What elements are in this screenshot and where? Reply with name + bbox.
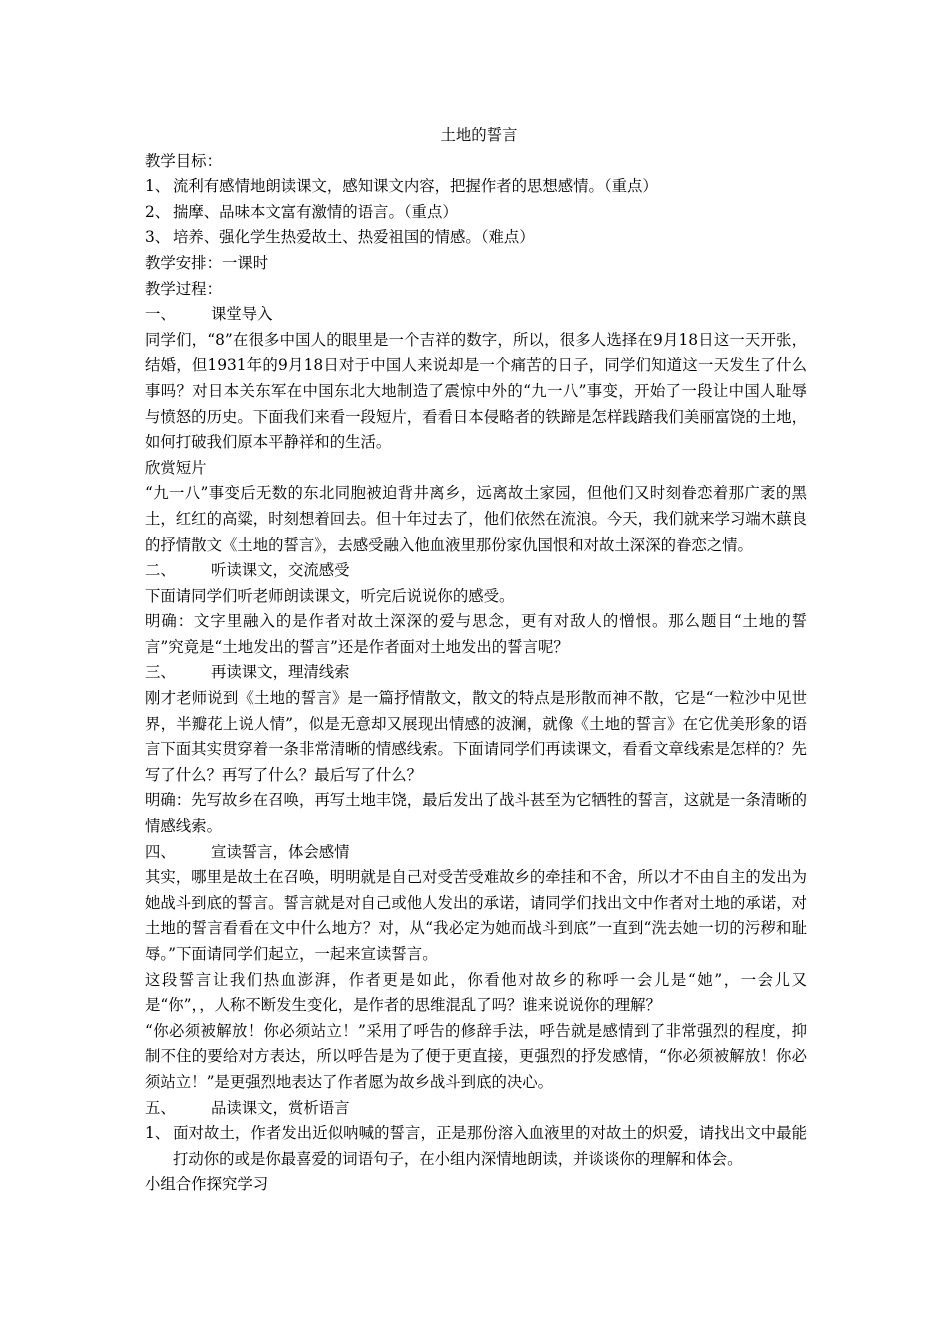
section-title: 宣读誓言，体会感情 (211, 842, 350, 861)
section-title: 课堂导入 (211, 305, 273, 324)
goal-item (145, 200, 807, 226)
paragraph: “九一八”事变后无数的东北同胞被迫背井离乡，远离故土家园，但他们又时刻眷恋着那广袤的黑土，红红的高粱，时刻想着回去。但十年过去了，他们依然在流浪。今天，我们就来学习端木蕻良的抒情散文《土地的誓言》，去感受融入他血液里那份家仇国恨和对故土深深的眷恋之情。 (145, 484, 807, 554)
section-number: 二、 (145, 561, 176, 580)
section-title: 品读课文，赏析语言 (211, 1098, 350, 1117)
goal-number: 1、 (145, 177, 171, 196)
goal-item (145, 174, 807, 200)
paragraph: 刚才老师说到《土地的誓言》是一篇抒情散文，散文的特点是形散而神不散，它是“一粒沙中见世界，半瓣花上说人情”，似是无意却又展现出情感的波澜，就像《土地的誓言》在它优美形象的语言下面其实贯穿着一条非常清晰的情感线索。下面请同学们再读课文，看看文章线索是怎样的？先写了什么？再写了什么？最后写了什么？ (145, 689, 807, 784)
section-number: 三、 (145, 663, 176, 682)
goal-number: 3、 (145, 228, 171, 247)
arrangement-line: 教学安排：一课时 (145, 253, 269, 272)
goal-text: 揣摩、品味本文富有激情的语言。（重点） (173, 202, 458, 221)
section-heading (145, 840, 807, 866)
paragraph: 这段誓言让我们热血澎湃，作者更是如此，你看他对故乡的称呼一会儿是“她”，一会儿又是“你”，，人称不断发生变化，是作者的思维混乱了吗？谁来说说你的理解？ (145, 970, 807, 1015)
document-page (145, 123, 807, 1198)
item-number: 1、 (145, 1124, 171, 1143)
paragraph: 欣赏短片 (145, 458, 207, 477)
goals-heading: 教学目标： (145, 151, 222, 170)
section-heading (145, 1096, 807, 1122)
goal-number: 2、 (145, 202, 171, 221)
goal-text: 流利有感情地朗读课文，感知课文内容，把握作者的思想感情。（重点） (173, 177, 658, 196)
paragraph: 下面请同学们听老师朗读课文，听完后说说你的感受。 (145, 586, 515, 605)
numbered-item (145, 1121, 807, 1172)
goal-text: 培养、强化学生热爱故土、热爱祖国的情感。（难点） (173, 228, 535, 247)
section-title: 听读课文，交流感受 (211, 561, 350, 580)
section-heading (145, 558, 807, 584)
item-text: 面对故土，作者发出近似呐喊的誓言，正是那份溶入血液里的对故土的炽爱，请找出文中最能打动你的或是你最喜爱的词语句子，在小组内深情地朗读，并谈谈你的理解和体会。 (173, 1124, 807, 1168)
process-heading: 教学过程： (145, 279, 222, 298)
section-number: 五、 (145, 1098, 176, 1117)
paragraph: 明确：先写故乡在召唤，再写土地丰饶，最后发出了战斗甚至为它牺牲的誓言，这就是一条清晰的情感线索。 (145, 791, 807, 836)
paragraph: 明确：文字里融入的是作者对故土深深的爱与思念，更有对敌人的憎恨。那么题目“土地的誓言”究竟是“土地发出的誓言”还是作者面对土地发出的誓言呢？ (145, 612, 807, 656)
paragraph: 其实，哪里是故土在召唤，明明就是自己对受苦受难故乡的牵挂和不舍，所以才不由自主的发出为她战斗到底的誓言。誓言就是对自己或他人发出的承诺，请同学们找出文中作者对土地的承诺，对土地的誓言看看在文中什么地方？对，从“我必定为她而战斗到底”一直到“洗去她一切的污秽和耻辱。”下面请同学们起立，一起来宣读誓言。 (145, 868, 807, 963)
section-number: 一、 (145, 305, 176, 324)
section-number: 四、 (145, 842, 176, 861)
section-heading (145, 302, 807, 328)
document-title: 土地的誓言 (440, 126, 518, 144)
paragraph: 小组合作探究学习 (145, 1175, 269, 1194)
goal-item (145, 225, 807, 251)
section-title: 再读课文，理清线索 (211, 663, 350, 682)
section-heading (145, 660, 807, 686)
paragraph: 同学们，“8”在很多中国人的眼里是一个吉祥的数字，所以，很多人选择在9月18日这一天开张，结婚，但1931年的9月18日对于中国人来说却是一个痛苦的日子，同学们知道这一天发生了什么事吗？对日本关东军在中国东北大地制造了震惊中外的“九一八”事变，开始了一段让中国人耻辱与愤怒的历史。下面我们来看一段短片，看看日本侵略者的铁蹄是怎样践踏我们美丽富饶的土地，如何打破我们原本平静祥和的生活。 (145, 330, 807, 452)
paragraph: “你必须被解放！你必须站立！”采用了呼告的修辞手法，呼告就是感情到了非常强烈的程度，抑制不住的要给对方表达，所以呼告是为了便于更直接，更强烈的抒发感情，“你必须被解放！你必须站立！”是更强烈地表达了作者愿为故乡战斗到底的决心。 (145, 1021, 807, 1091)
